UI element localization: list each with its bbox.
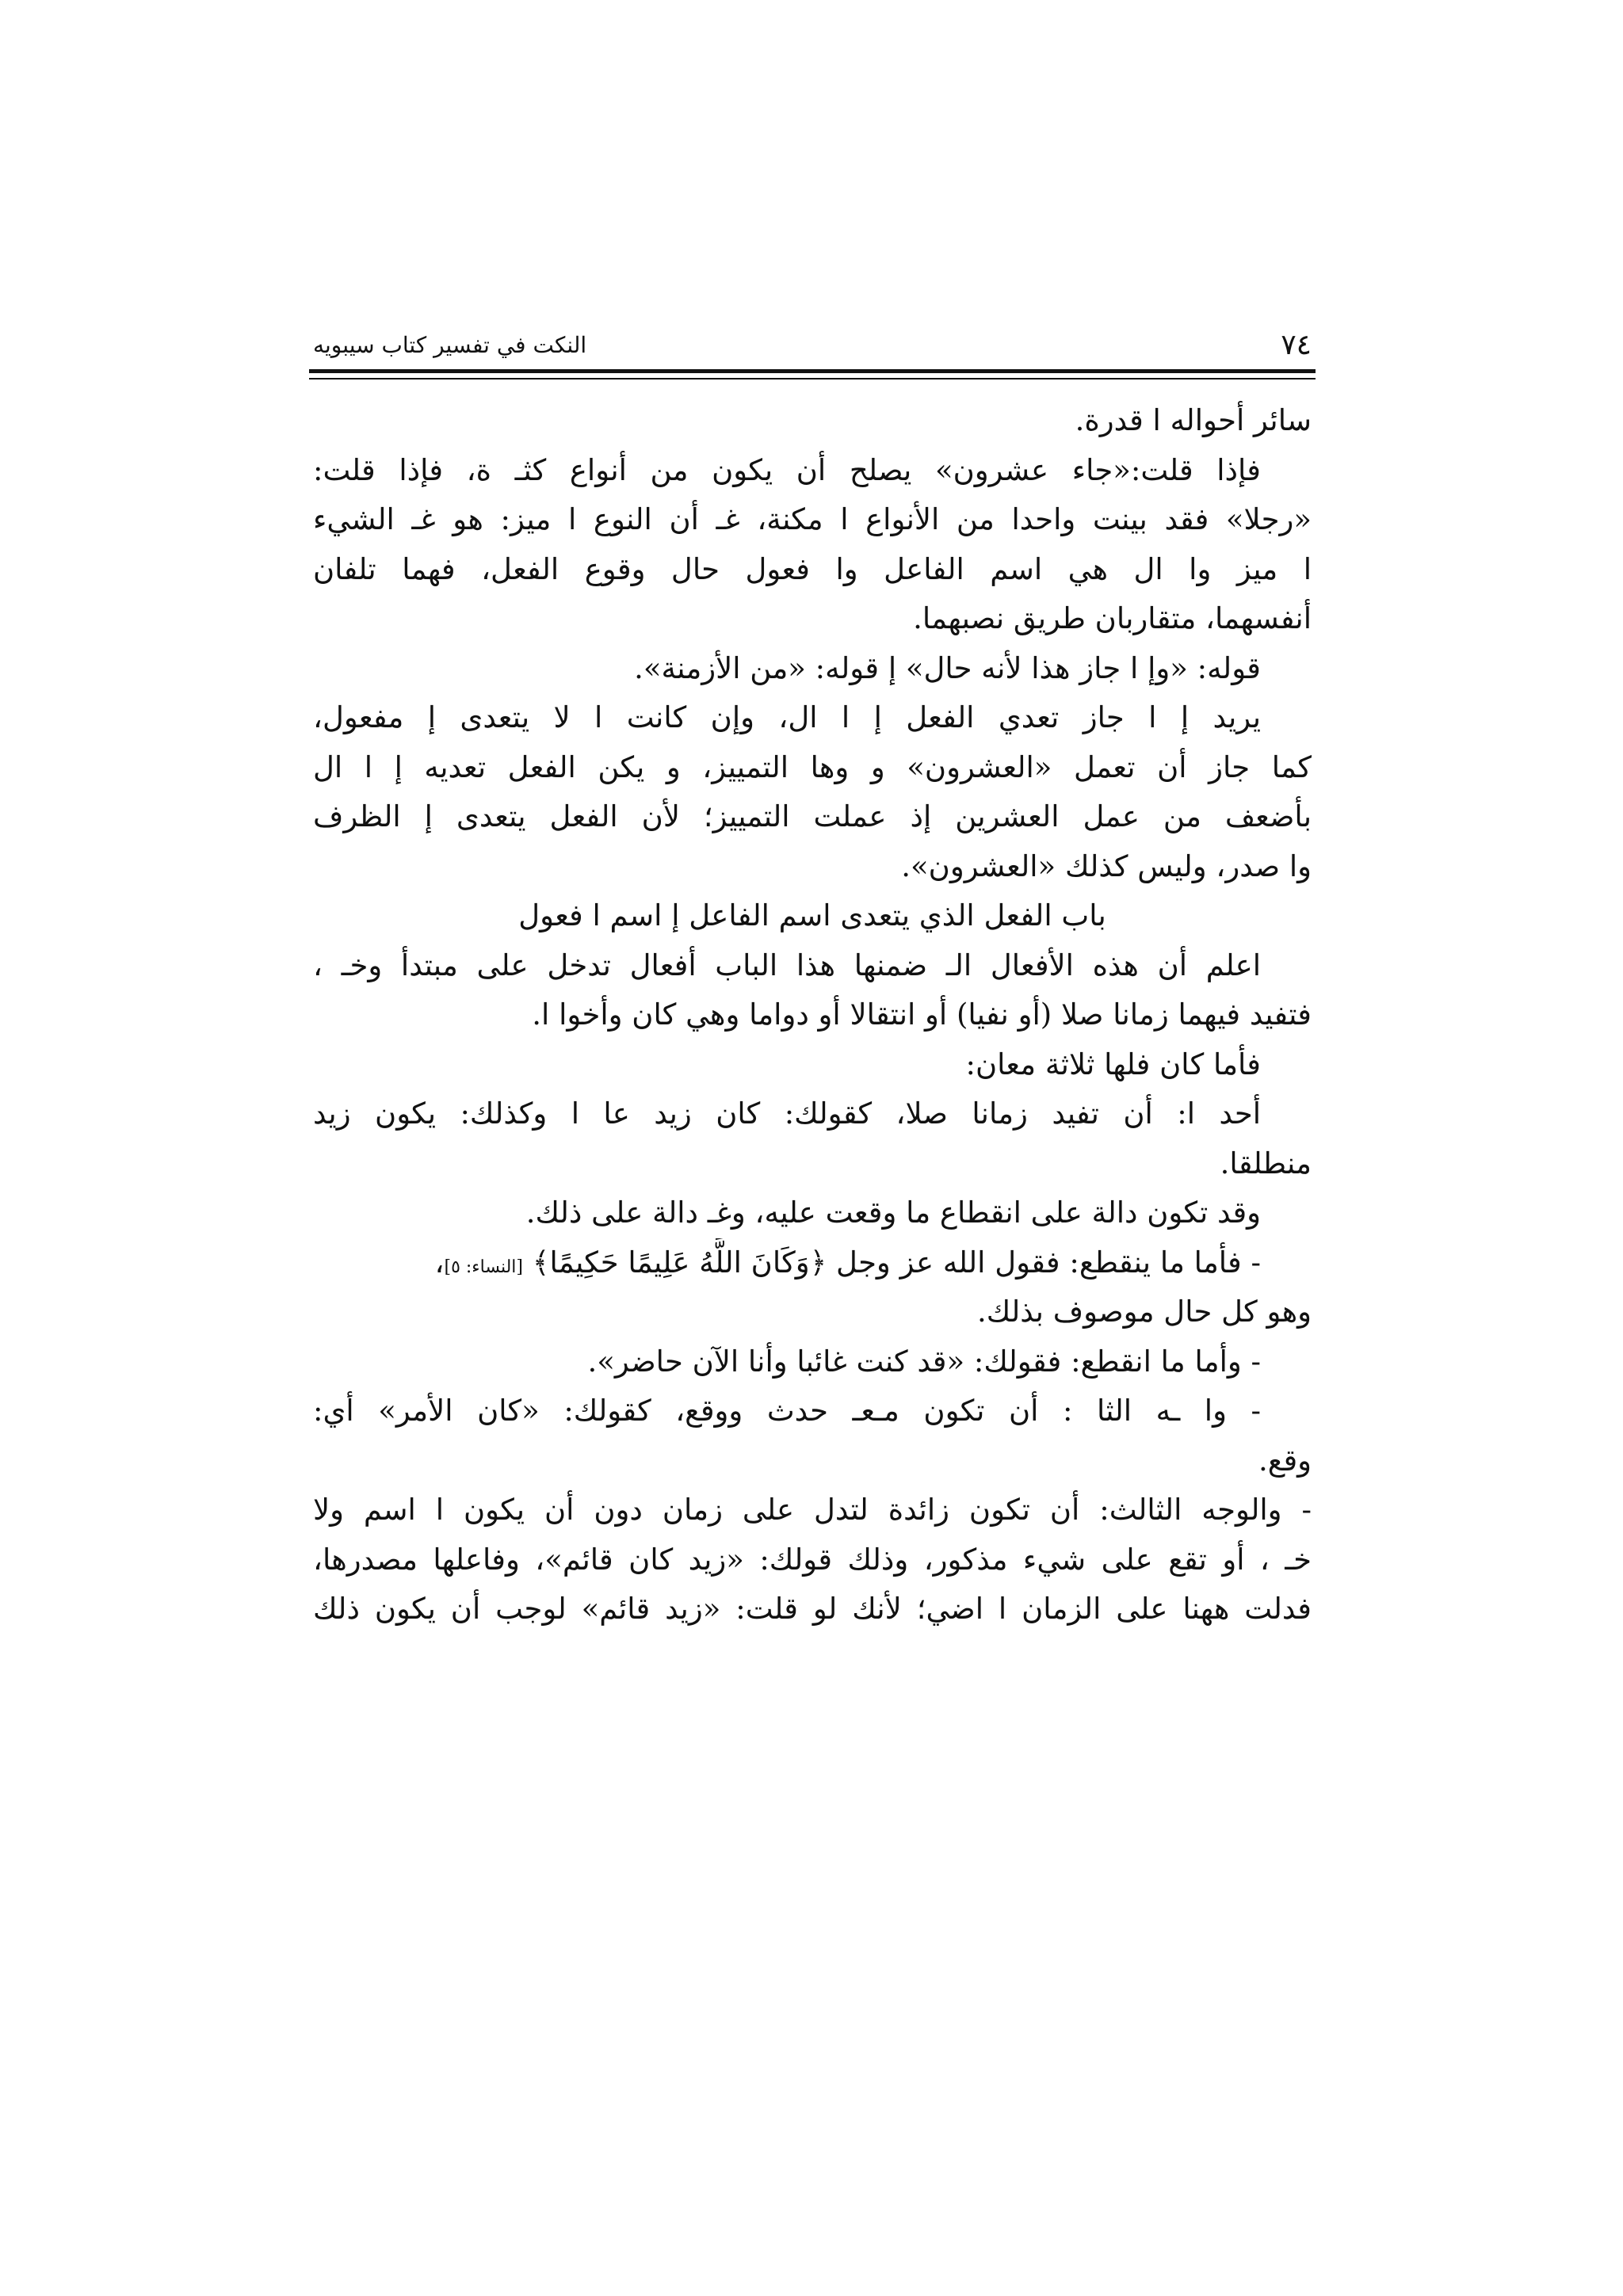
text-line: قوله: «وإ ا جاز هذا لأنه حال» إ قوله: «من الأزمنة».	[634, 650, 1261, 685]
section-heading: باب الفعل الذي يتعدى اسم الفاعل إ اسم ا فعول	[518, 898, 1106, 933]
text-line: خـ ، أو تقع على شيء مذكور، وذلك قولك: «زيد كان قائم»، وفاعلها مصدرها،	[313, 1542, 1312, 1577]
header-rule-thin	[309, 378, 1316, 379]
text-line: وقع.	[1258, 1443, 1312, 1478]
text-line: - وأما ما انقطع: فقولك: «قد كنت غائبا وأنا الآن حاضر».	[587, 1344, 1261, 1379]
text-line: أنفسهما، متقاربان طريق نصبهما.	[913, 601, 1312, 635]
text-line: فأما كان فلها ثلاثة معان:	[965, 1047, 1261, 1081]
text-line: وقد تكون دالة على انقطاع ما وقعت عليه، وغـ دالة على ذلك.	[525, 1196, 1261, 1230]
header-rule-thick	[309, 369, 1316, 373]
text-line: - والوجه الثالث: أن تكون زائدة لتدل على زمان دون أن يكون ا اسم ولا	[313, 1493, 1312, 1527]
verse-punctuation: ،	[434, 1245, 445, 1280]
running-header	[313, 326, 1312, 364]
text-line: منطلقا.	[1220, 1146, 1312, 1180]
text-line: ا ميز وا ال هي اسم الفاعل وا فعول حال وقوع الفعل، فهما تلفان	[313, 551, 1312, 586]
text-line: وا صدر، وليس كذلك «العشرون».	[901, 849, 1312, 883]
body-text	[313, 396, 1312, 1634]
text-line: بأضعف من عمل العشرين إذ عملت التمييز؛ لأن الفعل يتعدى إ الظرف	[313, 799, 1312, 833]
text-line: يريد إ ا جاز تعدي الفعل إ ا ال، وإن كانت ا لا يتعدى إ مفعول،	[313, 700, 1261, 734]
text-line: أحد ا: أن تفيد زمانا صلا، كقولك: كان زيد عا ا وكذلك: يكون زيد	[313, 1097, 1261, 1131]
verse-reference: [النساء: ٥]	[444, 1257, 524, 1277]
quran-verse: - فأما ما ينقطع: فقول الله عز وجل ﴿وَكَانَ اللَّهُ عَلِيمًا حَكِيمًا﴾	[532, 1245, 1261, 1280]
text-line: فإذا قلت:«جاء عشرون» يصلح أن يكون من أنواع كثـ ة، فإذا قلت:	[313, 452, 1261, 487]
text-line: سائر أحواله ا قدرة.	[1075, 403, 1312, 437]
book-title: النكت في تفسير كتاب سيبويه	[313, 332, 587, 358]
page-number: ٧٤	[1281, 329, 1312, 361]
text-line: كما جاز أن تعمل «العشرون» و وها التمييز، و يكن الفعل تعديه إ ا ال	[313, 749, 1312, 784]
text-line: فدلت ههنا على الزمان ا اضي؛ لأنك لو قلت: «زيد قائم» لوجب أن يكون ذلك	[313, 1592, 1312, 1626]
text-line: فتفيد فيهما زمانا صلا (أو نفيا) أو انتقالا أو دواما وهي كان وأخوا ا.	[532, 997, 1312, 1032]
text-line: «رجلا» فقد بينت واحدا من الأنواع ا مكنة، غـ أن النوع ا ميز: هو غـ الشيء	[313, 502, 1312, 536]
quran-verse-line	[313, 1238, 1312, 1288]
text-line: وهو كل حال موصوف بذلك.	[977, 1295, 1312, 1329]
text-line: - وا ـه الثا : أن تكون مـعـ حدث ووقع، كقولك: «كان الأمر» أي:	[313, 1394, 1261, 1428]
text-line: اعلم أن هذه الأفعال الـ ضمنها هذا الباب أفعال تدخل على مبتدأ وخـ ،	[313, 948, 1261, 982]
